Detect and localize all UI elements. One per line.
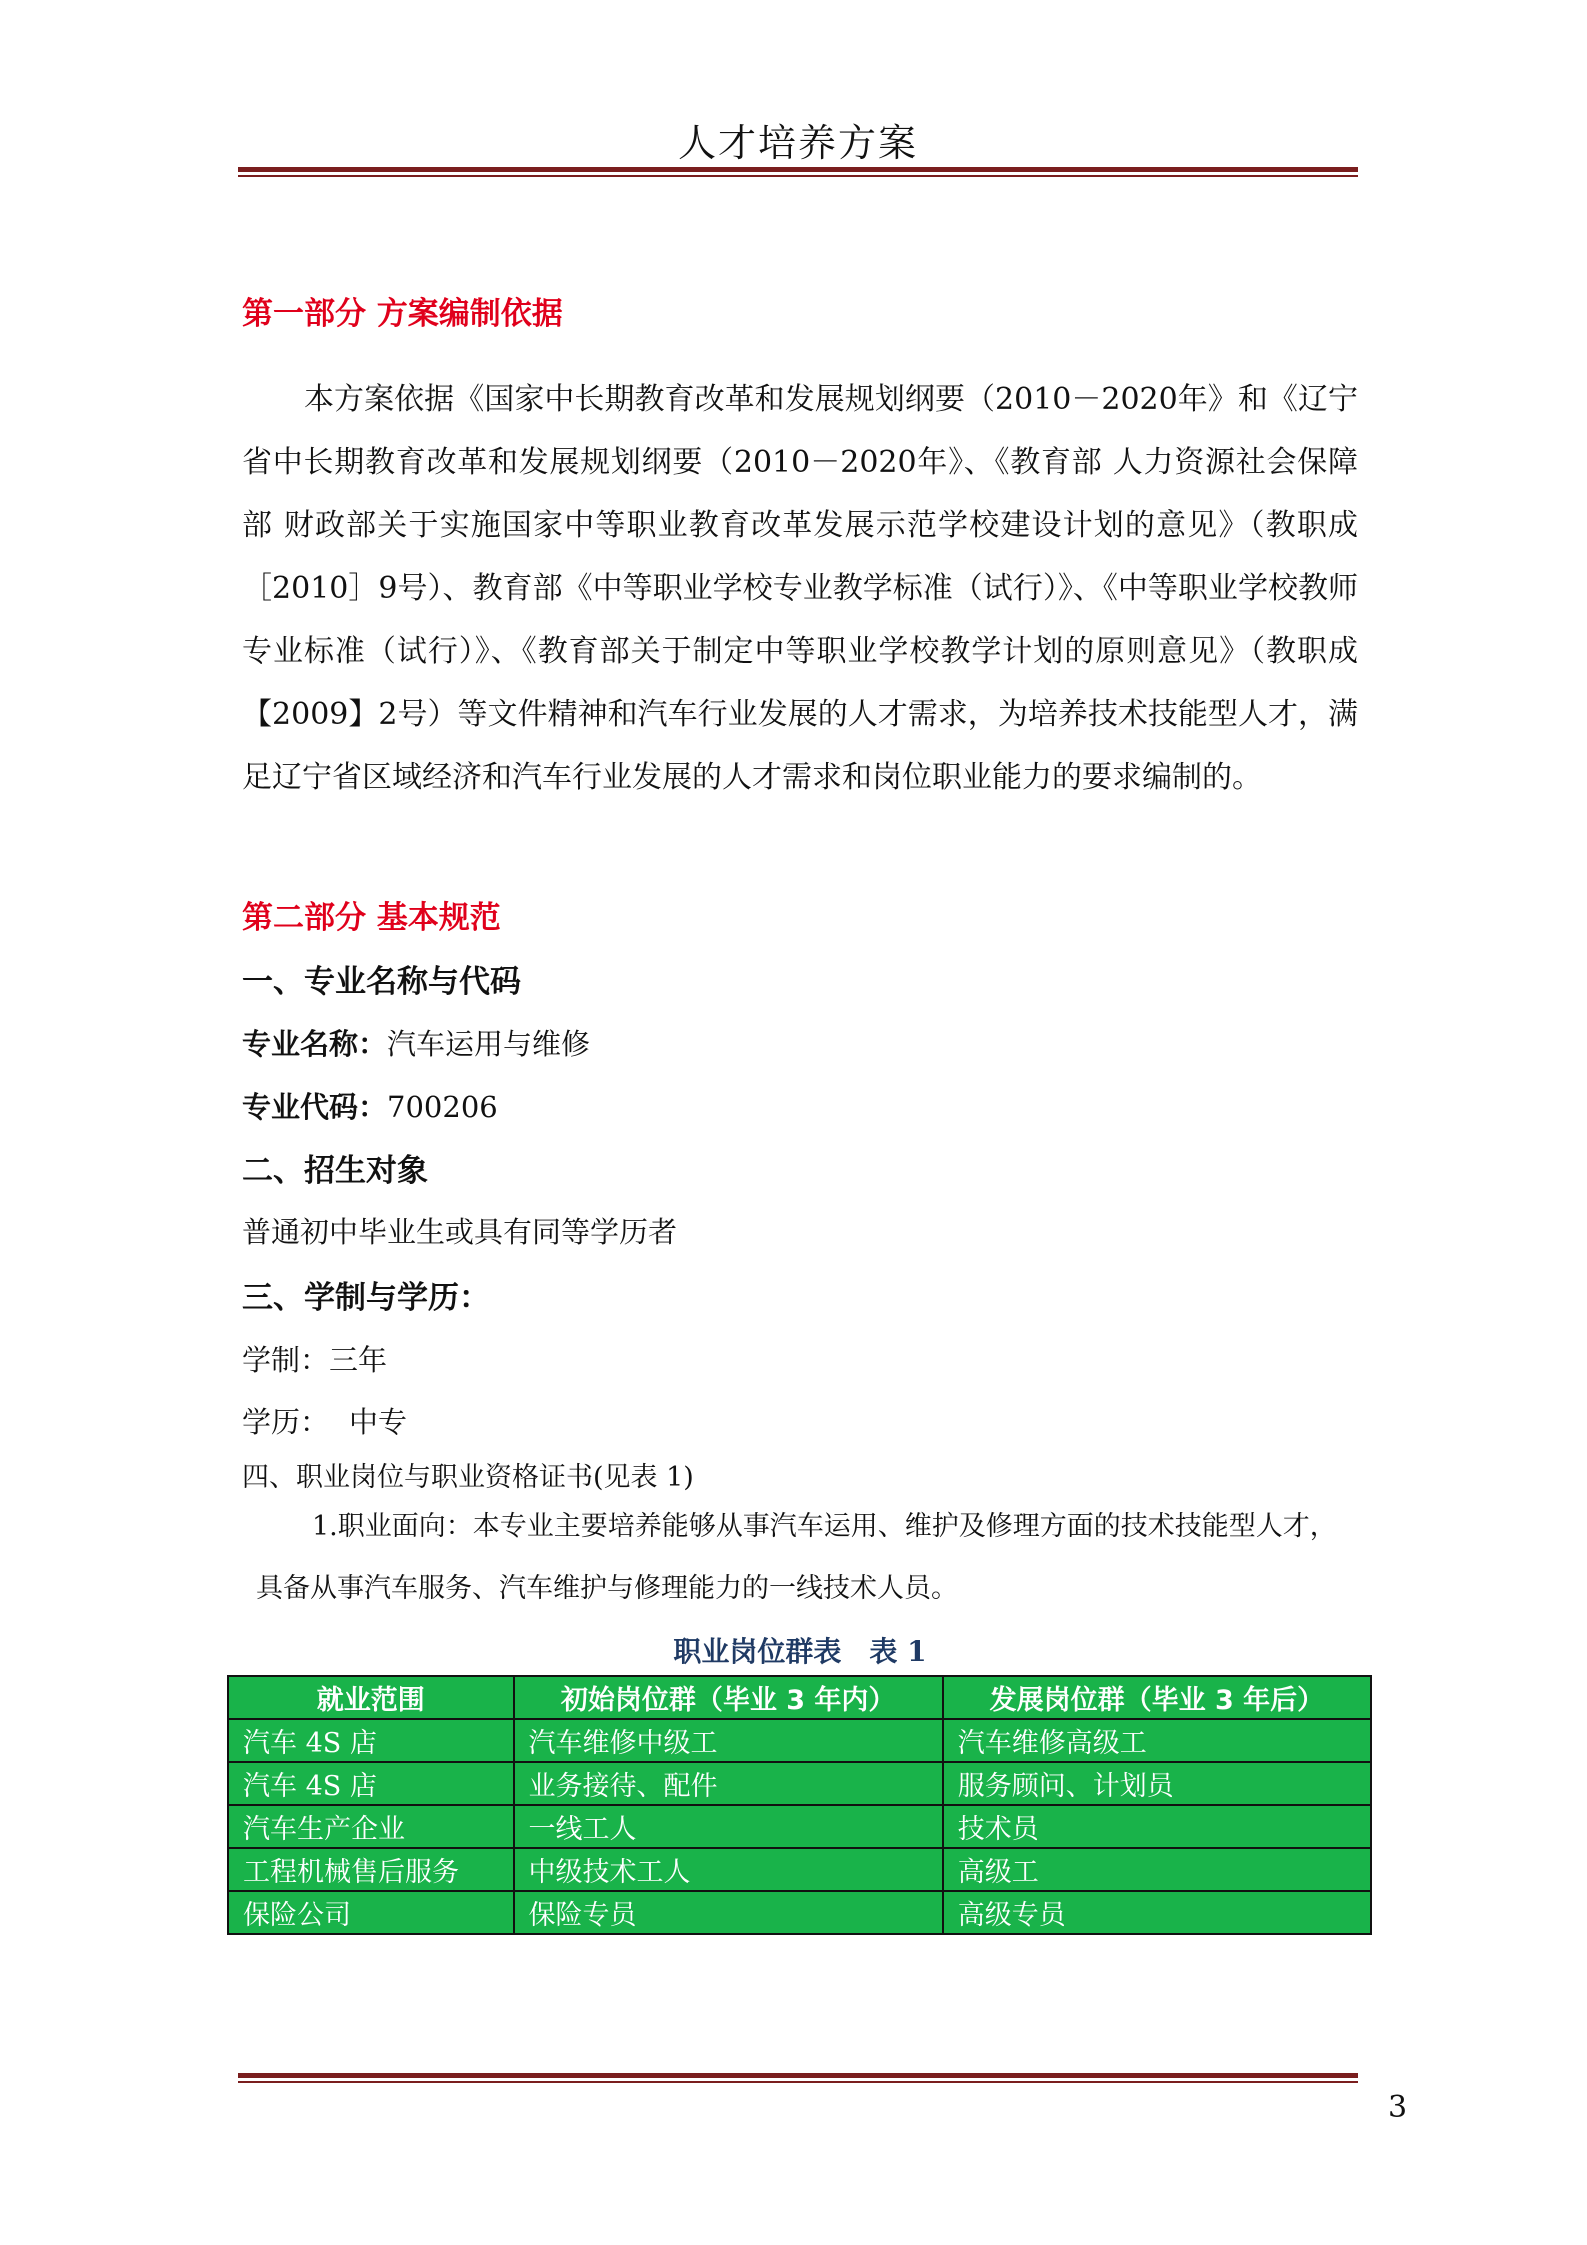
table-cell: 一线工人 <box>514 1805 943 1848</box>
table-row <box>228 1848 1371 1891</box>
job-group-table <box>227 1675 1372 1935</box>
table-cell: 服务顾问、计划员 <box>943 1762 1371 1805</box>
table-row <box>228 1762 1371 1805</box>
table-cell: 汽车 4S 店 <box>228 1719 514 1762</box>
table-cell: 中级技术工人 <box>514 1848 943 1891</box>
table-caption: 职业岗位群表 表 1 <box>673 1635 927 1668</box>
duration-value: 三年 <box>329 1343 388 1377</box>
enroll-text: 普通初中毕业生或具有同等学历者 <box>242 1215 678 1249</box>
major-name-label: 专业名称： <box>242 1027 388 1061</box>
major-code-value: 700206 <box>387 1090 498 1124</box>
enroll-heading: 二、招生对象 <box>242 1153 428 1189</box>
major-name-value: 汽车运用与维修 <box>387 1027 591 1061</box>
study-heading: 三、学制与学历： <box>242 1280 490 1316</box>
table-row <box>228 1719 1371 1762</box>
section1-title: 第一部分 方案编制依据 <box>242 296 563 332</box>
duration-label: 学制： <box>242 1343 330 1377</box>
major-heading: 一、专业名称与代码 <box>242 964 521 1000</box>
table-cell: 业务接待、配件 <box>514 1762 943 1805</box>
table-cell: 汽车生产企业 <box>228 1805 514 1848</box>
table-cell: 高级专员 <box>943 1891 1371 1934</box>
table-header-cell: 初始岗位群（毕业 3 年内） <box>514 1676 943 1719</box>
jobs-heading: 四、职业岗位与职业资格证书(见表 1) <box>242 1462 694 1493</box>
table-header-cell: 就业范围 <box>228 1676 514 1719</box>
degree-value: 中专 <box>349 1405 408 1439</box>
table-row <box>228 1891 1371 1934</box>
table-cell: 汽车维修高级工 <box>943 1719 1371 1762</box>
degree-line <box>242 1400 407 1441</box>
page-header-title: 人才培养方案 <box>677 121 918 165</box>
table-cell: 保险公司 <box>228 1891 514 1934</box>
footer-rule <box>238 2073 1358 2083</box>
table-cell: 高级工 <box>943 1848 1371 1891</box>
table-cell: 保险专员 <box>514 1891 943 1934</box>
table-cell: 汽车维修中级工 <box>514 1719 943 1762</box>
major-name-line <box>242 1022 590 1063</box>
major-code-label: 专业代码： <box>242 1090 388 1124</box>
table-cell: 技术员 <box>943 1805 1371 1848</box>
section1-paragraph: 本方案依据《国家中长期教育改革和发展规划纲要（2010－2020年》和《辽宁省中长期教育改革和发展规划纲要（2010－2020年》、《教育部 人力资源社会保障部 财政部关于实施国家中等职业教育改革发展示范学校建设计划的意见》（教职成［2010］9号）、教育部《中等职业学校专业教学标准（试行）》、《中等职业学校教师专业标准（试行）》、《教育部关于制定中等职业学校教学计划的原则意见》（教职成【2009】2号）等文件精神和汽车行业发展的人才需求，为培养技术技能型人才，满足辽宁省区域经济和汽车行业发展的人才需求和岗位职业能力的要求编制的。 <box>242 382 1358 795</box>
table-row <box>228 1805 1371 1848</box>
major-code-line <box>242 1085 498 1126</box>
table-header-row <box>228 1676 1371 1719</box>
header-rule <box>238 167 1358 177</box>
table-cell: 汽车 4S 店 <box>228 1762 514 1805</box>
table-cell: 工程机械售后服务 <box>228 1848 514 1891</box>
jobs-paragraph-line2: 具备从事汽车服务、汽车维护与修理能力的一线技术人员。 <box>256 1573 958 1604</box>
table-header-cell: 发展岗位群（毕业 3 年后） <box>943 1676 1371 1719</box>
duration-line <box>242 1338 387 1379</box>
page-number: 3 <box>1388 2090 1408 2125</box>
section2-title: 第二部分 基本规范 <box>242 900 501 936</box>
jobs-paragraph-line1: 1.职业面向：本专业主要培养能够从事汽车运用、维护及修理方面的技术技能型人才， <box>312 1511 1337 1542</box>
degree-label: 学历： <box>242 1405 330 1439</box>
